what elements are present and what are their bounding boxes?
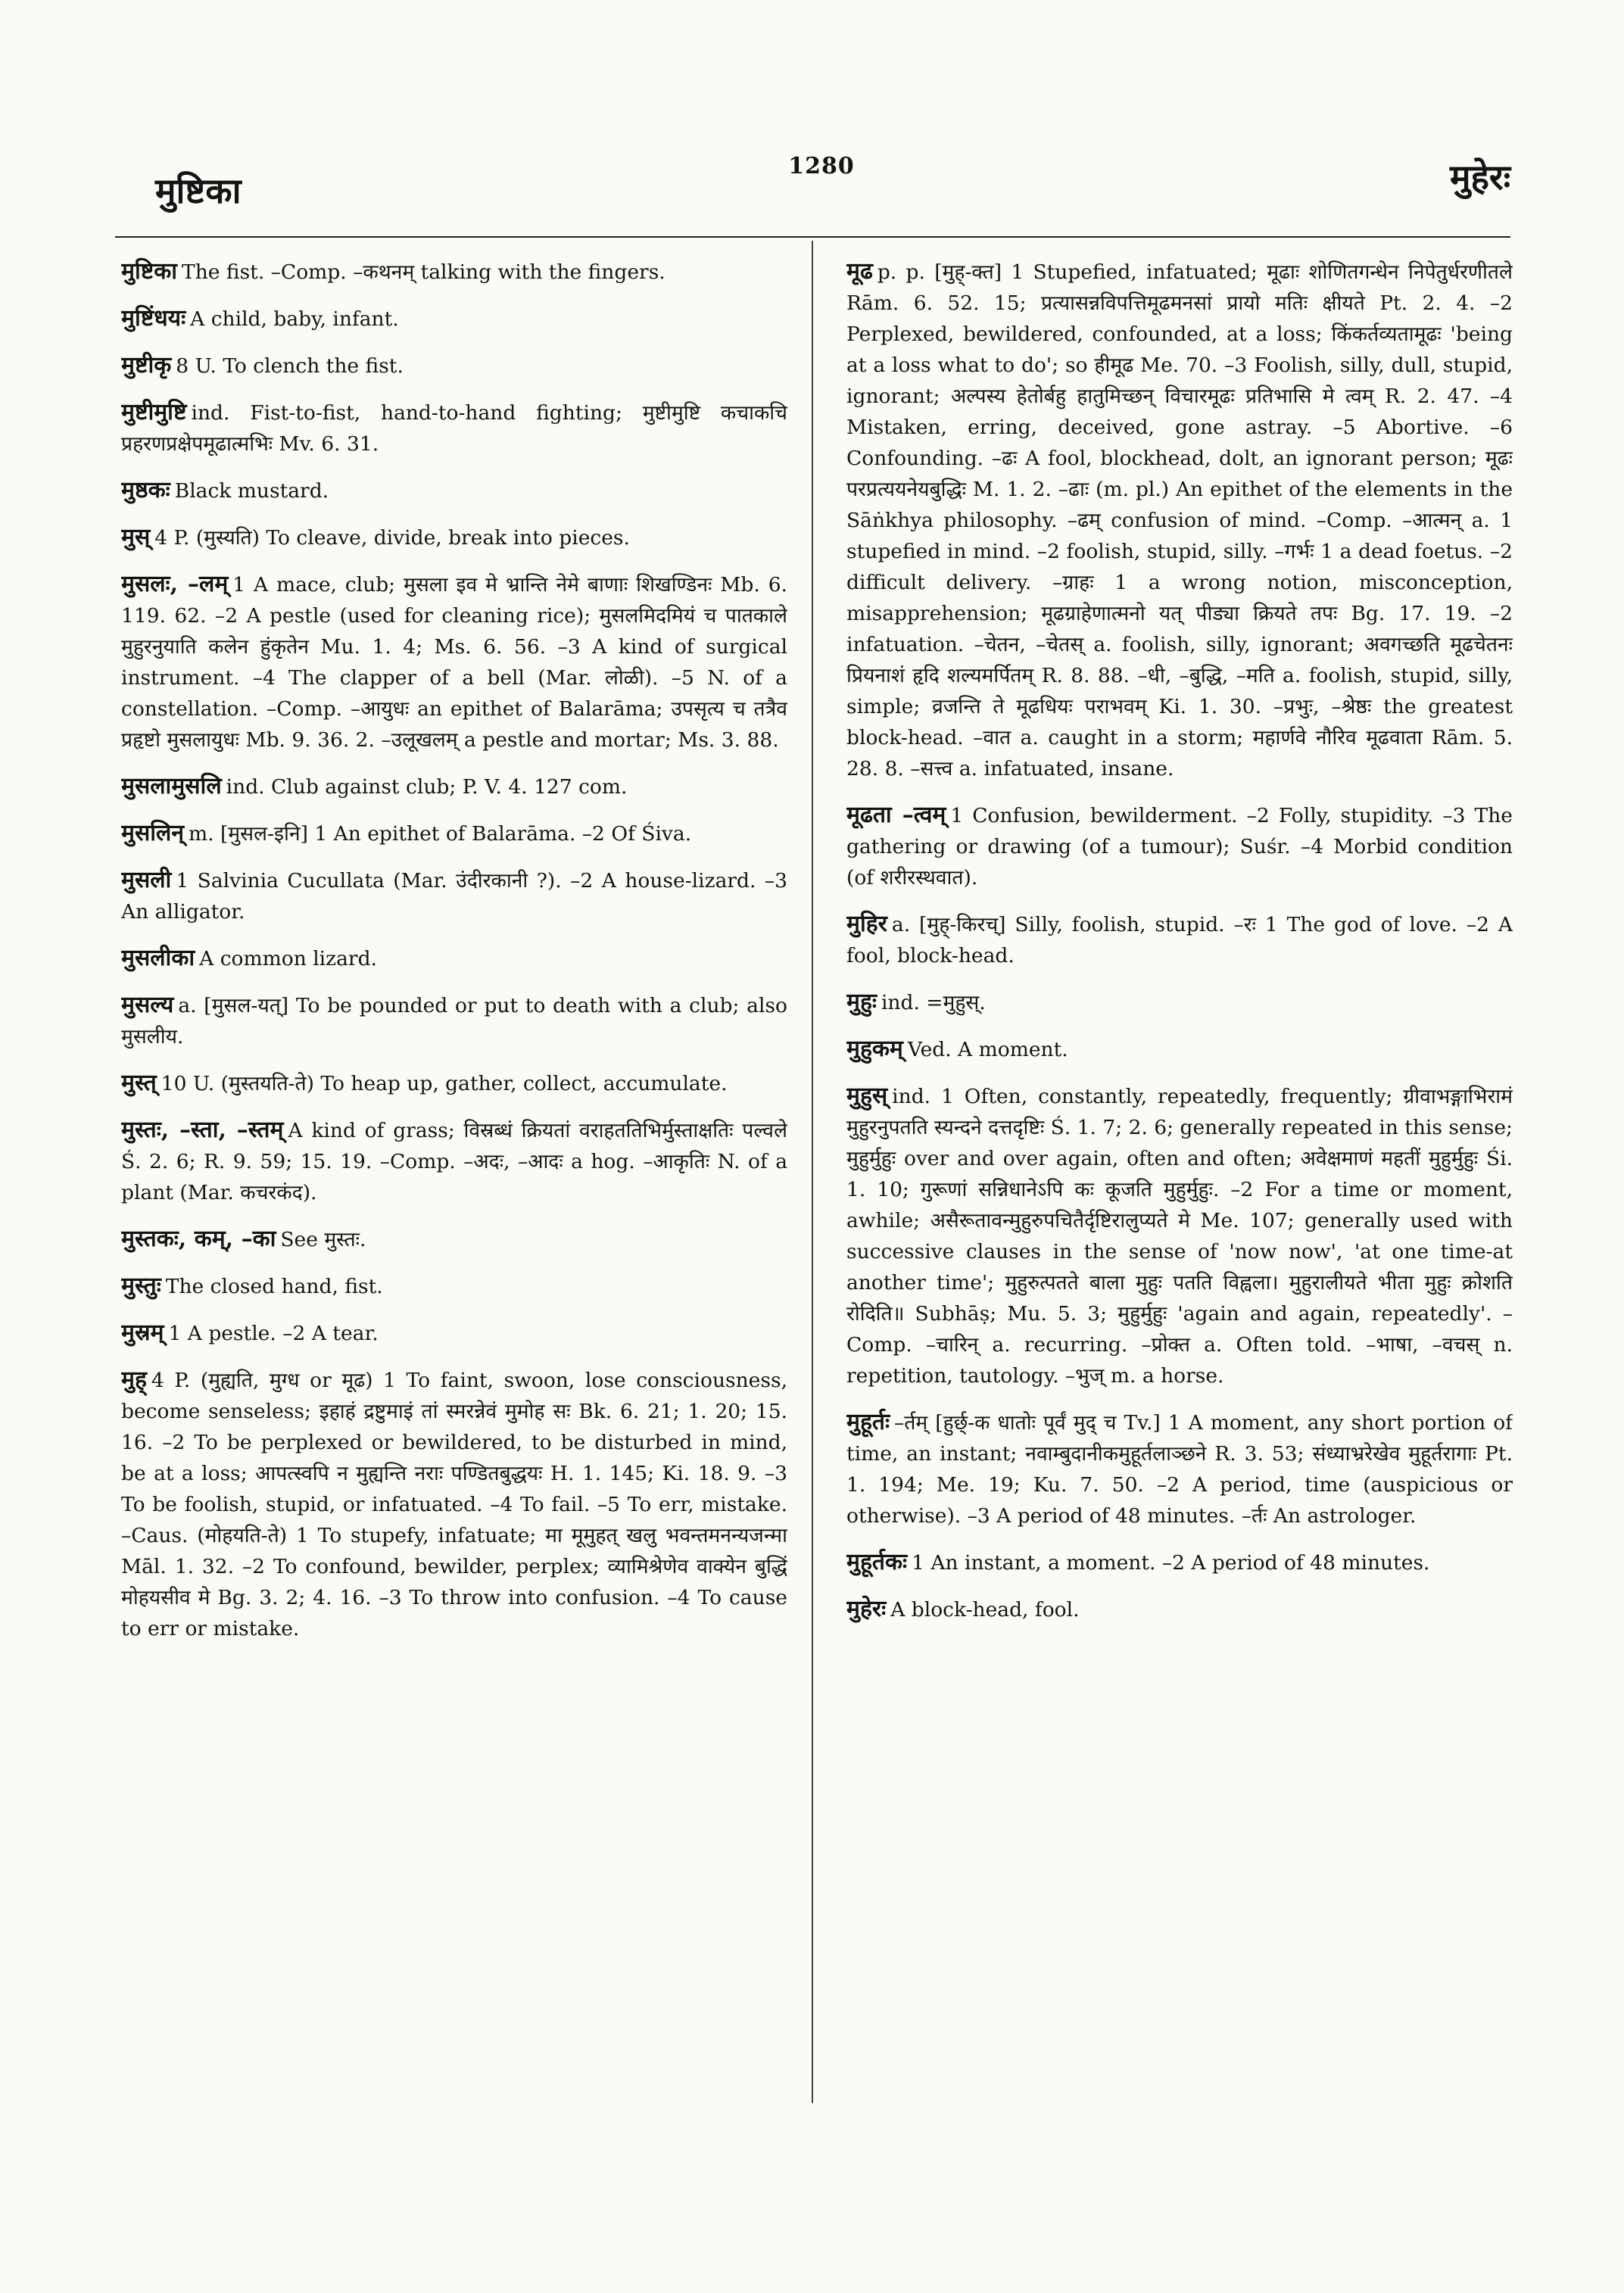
- page-number: 1280: [788, 153, 855, 179]
- right-column: [846, 256, 1513, 2095]
- entry-headword: मुहूर्तकः: [846, 1549, 908, 1575]
- dictionary-entry: [121, 942, 787, 974]
- dictionary-entry: [121, 475, 787, 506]
- entry-headword: मुसल्य: [121, 992, 174, 1018]
- left-running-headword: मुष्टिका: [155, 170, 242, 211]
- entry-definition: 10 U. (मुस्तयति-ते) To heap up, gather, collect, accumulate.: [161, 1072, 728, 1095]
- left-column: [121, 256, 787, 2095]
- entry-headword: मुहुकम्: [846, 1036, 903, 1062]
- dictionary-entry: [846, 1407, 1513, 1531]
- entry-headword: मुसलामुसलि: [121, 773, 222, 799]
- entry-definition: A block-head, fool.: [890, 1598, 1080, 1622]
- dictionary-entry: [121, 818, 787, 849]
- dictionary-entry: [846, 1033, 1513, 1065]
- entry-definition: a. [मुह्-किरच्] Silly, foolish, stupid. –रः 1 The god of love. –2 A fool, block-head.: [846, 913, 1513, 967]
- entry-headword: मूढता –त्वम्: [846, 802, 946, 828]
- dictionary-entry: [121, 1317, 787, 1349]
- entry-headword: मुस्: [121, 524, 151, 550]
- right-running-headword: मुहेरः: [1449, 157, 1510, 198]
- entry-headword: मुहूर्तः: [846, 1409, 890, 1435]
- entry-definition: The fist. –Comp. –कथनम् talking with the fingers.: [182, 260, 665, 284]
- entry-definition: 1 Salvinia Cucullata (Mar. उंदीरकानी ?). –2 A house-lizard. –3 An alligator.: [121, 869, 787, 924]
- entry-headword: मुहिर: [846, 911, 887, 937]
- entry-definition: 1 A mace, club; मुसला इव मे भ्रान्ति नेमे बाणाः शिखण्डिनः Mb. 6. 119. 62. –2 A pestle (used for cleaning rice); मुसलमिदमियं च पातकाले मुहुरनुयाति कलेन हुंकृतेन Mu. 1. 4; Ms. 6. 56. –3 A kind of surgical instrument. –4 The clapper of a bell (Mar. लोळी). –5 N. of a constellation. –Comp. –आयुधः an epithet of Balarāma; उपसृत्य च तत्रैव प्रहृष्टो मुसलायुधः Mb. 9. 36. 2. –उलूखलम् a pestle and mortar; Ms. 3. 88.: [121, 573, 787, 752]
- entry-definition: Ved. A moment.: [907, 1038, 1068, 1061]
- dictionary-entry: [846, 1080, 1513, 1391]
- dictionary-entry: [121, 256, 787, 288]
- dictionary-entry: [846, 1594, 1513, 1625]
- dictionary-entry: [846, 908, 1513, 971]
- entry-definition: The closed hand, fist.: [165, 1275, 383, 1298]
- entry-headword: मुस्त्: [121, 1070, 157, 1096]
- entry-headword: मुसलिन्: [121, 820, 184, 846]
- entry-headword: मुहुस्: [846, 1083, 888, 1109]
- entry-definition: 4 P. (मुस्यति) To cleave, divide, break into pieces.: [154, 526, 630, 550]
- dictionary-entry: [121, 865, 787, 927]
- entry-definition: 1 Confusion, bewilderment. –2 Folly, stupidity. –3 The gathering or drawing (of a tumour); Suśr. –4 Morbid condition (of शरीरस्थवात).: [846, 804, 1513, 889]
- dictionary-entry: [121, 1114, 787, 1208]
- dictionary-entry: [121, 1067, 787, 1099]
- dictionary-entry: [121, 303, 787, 335]
- dictionary-entry: [121, 350, 787, 382]
- dictionary-entry: [846, 799, 1513, 893]
- entry-headword: मुष्ठकः: [121, 477, 170, 503]
- entry-definition: ind. 1 Often, constantly, repeatedly, frequently; ग्रीवाभङ्गाभिरामं मुहुरनुपतति स्यन्दने दत्तदृष्टिः Ś. 1. 7; 2. 6; generally repeated in this sense; मुहुर्मुहुः over and over again, often and often; अवेक्षमाणं महतीं मुहुर्मुहुः Śi. 1. 10; गुरूणां सन्निधानेऽपि कः कूजति मुहुर्मुहुः. –2 For a time or moment, awhile; असैरूतावन्मुहुरुपचितैर्दृष्टिरालुप्यते मे Me. 107; generally used with successive clauses in the sense of 'now now', 'at one time-at another time'; मुहुरुत्पतते बाला मुहुः पतति विह्वला। मुहुरालीयते भीता मुहुः क्रोशति रोदिति॥ Subhāṣ; Mu. 5. 3; मुहुर्मुहुः 'again and again, repeatedly'. –Comp. –चारिन् a. recurring. –प्रोक्त a. Often told. –भाषा, –वचस् n. repetition, tautology. –भुज् m. a horse.: [846, 1085, 1513, 1388]
- entry-definition: p. p. [मुह्-क्त] 1 Stupefied, infatuated; मूढाः शोणितगन्धेन निपेतुर्धरणीतले Rām. 6. 52. 15; प्रत्यासन्नविपत्तिमूढमनसां प्रायो मतिः क्षीयते Pt. 2. 4. –2 Perplexed, bewildered, confounded, at a loss; किंकर्तव्यतामूढः 'being at a loss what to do'; so हीमूढ Me. 70. –3 Foolish, silly, dull, stupid, ignorant; अल्पस्य हेतोर्बहु हातुमिच्छन् विचारमूढः प्रतिभासि मे त्वम् R. 2. 47. –4 Mistaken, erring, deceived, gone astray. –5 Abortive. –6 Confounding. –ढः A fool, blockhead, dolt, an ignorant person; मूढः परप्रत्ययनेयबुद्धिः M. 1. 2. –ढाः (m. pl.) An epithet of the elements in the Sāṅkhya philosophy. –ढम् confusion of mind. –Comp. –आत्मन् a. 1 stupefied in mind. –2 foolish, stupid, silly. –गर्भः 1 a dead foetus. –2 difficult delivery. –ग्राहः 1 a wrong notion, misconception, misapprehension; मूढग्राहेणात्मनो यत् पीड्या क्रियते तपः Bg. 17. 19. –2 infatuation. –चेतन, –चेतस् a. foolish, silly, ignorant; अवगच्छति मूढचेतनः प्रियनाशं हृदि शल्यमर्पितम् R. 8. 88. –धी, –बुद्धि, –मति a. foolish, stupid, silly, simple; व्रजन्ति ते मूढधियः पराभवम् Ki. 1. 30. –प्रभुः, –श्रेष्ठः the greatest block-head. –वात a. caught in a storm; महार्णवे नौरिव मूढवाता Rām. 5. 28. 8. –सत्त्व a. infatuated, insane.: [846, 260, 1513, 780]
- dictionary-entry: [121, 569, 787, 756]
- entry-headword: मुसलीका: [121, 945, 195, 971]
- entry-definition: 1 A pestle. –2 A tear.: [168, 1322, 379, 1345]
- entry-definition: ind. =मुहुस्.: [881, 991, 986, 1014]
- dictionary-entry: [846, 986, 1513, 1018]
- dictionary-entry: [846, 256, 1513, 784]
- entry-definition: A kind of grass; विस्रब्धं क्रियतां वराहततिभिर्मुस्ताक्षतिः पल्वले Ś. 2. 6; R. 9. 59; 15. 19. –Comp. –अदः, –आदः a hog. –आकृतिः N. of a plant (Mar. कचरकंद).: [121, 1119, 787, 1204]
- entry-headword: मुसली: [121, 867, 172, 893]
- dictionary-entry: [121, 522, 787, 553]
- dictionary-entry: [121, 771, 787, 802]
- entry-definition: ind. Fist-to-fist, hand-to-hand fighting; मुष्टीमुष्टि कचाकचि प्रहरणप्रक्षेपमूढात्मभिः Mv. 6. 31.: [121, 401, 787, 456]
- entry-headword: मुष्टिंधयः: [121, 305, 186, 332]
- entry-headword: मुस्तकः, कम्, –का: [121, 1226, 276, 1252]
- entry-definition: ind. Club against club; P. V. 4. 127 com.: [226, 775, 628, 799]
- dictionary-entry: [121, 989, 787, 1052]
- entry-definition: See मुस्तः.: [280, 1228, 366, 1251]
- entry-headword: मुहुः: [846, 989, 877, 1015]
- entry-headword: मुष्टिका: [121, 258, 178, 285]
- entry-definition: m. [मुसल-इनि] 1 An epithet of Balarāma. –2 Of Śiva.: [188, 822, 692, 846]
- entry-definition: 1 An instant, a moment. –2 A period of 48 minutes.: [912, 1551, 1430, 1575]
- entry-headword: मुस्रम्: [121, 1319, 164, 1346]
- entry-definition: a. [मुसल-यत्] To be pounded or put to death with a club; also मुसलीय.: [121, 994, 787, 1048]
- entry-headword: मुष्टीमुष्टि: [121, 399, 187, 425]
- entry-headword: मुस्तः, –स्ता, –स्तम्: [121, 1117, 284, 1143]
- page-header: [0, 114, 1624, 211]
- dictionary-entry: [846, 1547, 1513, 1578]
- entry-definition: Black mustard.: [174, 479, 329, 503]
- dictionary-entry: [121, 397, 787, 460]
- entry-headword: मुसलः, –लम्: [121, 571, 229, 597]
- dictionary-entry: [121, 1270, 787, 1302]
- dictionary-entry: [121, 1223, 787, 1255]
- column-divider: [812, 241, 813, 2103]
- entry-definition: 8 U. To clench the fist.: [176, 354, 404, 378]
- entry-definition: A child, baby, infant.: [190, 307, 399, 331]
- header-rule: [115, 236, 1510, 238]
- entry-definition: –र्तम् [हुर्छ्-क धातोः पूर्वं मुद् च Tv.] 1 A moment, any short portion of time, an instant; नवाम्बुदानीकमुहूर्तलाञ्छने R. 3. 53; संध्याभ्ररेखेव मुहूर्तरागाः Pt. 1. 194; Me. 19; Ku. 7. 50. –2 A period, time (auspicious or otherwise). –3 A period of 48 minutes. –र्तः An astrologer.: [846, 1411, 1513, 1528]
- entry-definition: A common lizard.: [199, 947, 377, 970]
- entry-headword: मुष्टीकृ: [121, 352, 172, 379]
- entry-headword: मुहेरः: [846, 1596, 887, 1622]
- entry-headword: मुस्तुः: [121, 1273, 161, 1299]
- dictionary-entry: [121, 1364, 787, 1644]
- entry-definition: 4 P. (मुह्यति, मुग्ध or मूढ) 1 To faint, swoon, lose consciousness, become senseless; इहाहं द्रष्टुमाइं तां स्मरन्नेवं मुमोह सः Bk. 6. 21; 1. 20; 15. 16. –2 To be perplexed or bewildered, to be disturbed in mind, be at a loss; आपत्स्वपि न मुह्यन्ति नराः पण्डितबुद्धयः H. 1. 145; Ki. 18. 9. –3 To be foolish, stupid, or infatuated. –4 To fail. –5 To err, mistake. –Caus. (मोहयति-ते) 1 To stupefy, infatuate; मा मूमुहत् खलु भवन्तमनन्यजन्मा Māl. 1. 32. –2 To confound, bewilder, perplex; व्यामिश्रेणेव वाक्येन बुद्धिं मोहयसीव मे Bg. 3. 2; 4. 16. –3 To throw into confusion. –4 To cause to err or mistake.: [121, 1369, 787, 1640]
- entry-headword: मूढ: [846, 258, 873, 285]
- entry-headword: मुह्: [121, 1366, 147, 1393]
